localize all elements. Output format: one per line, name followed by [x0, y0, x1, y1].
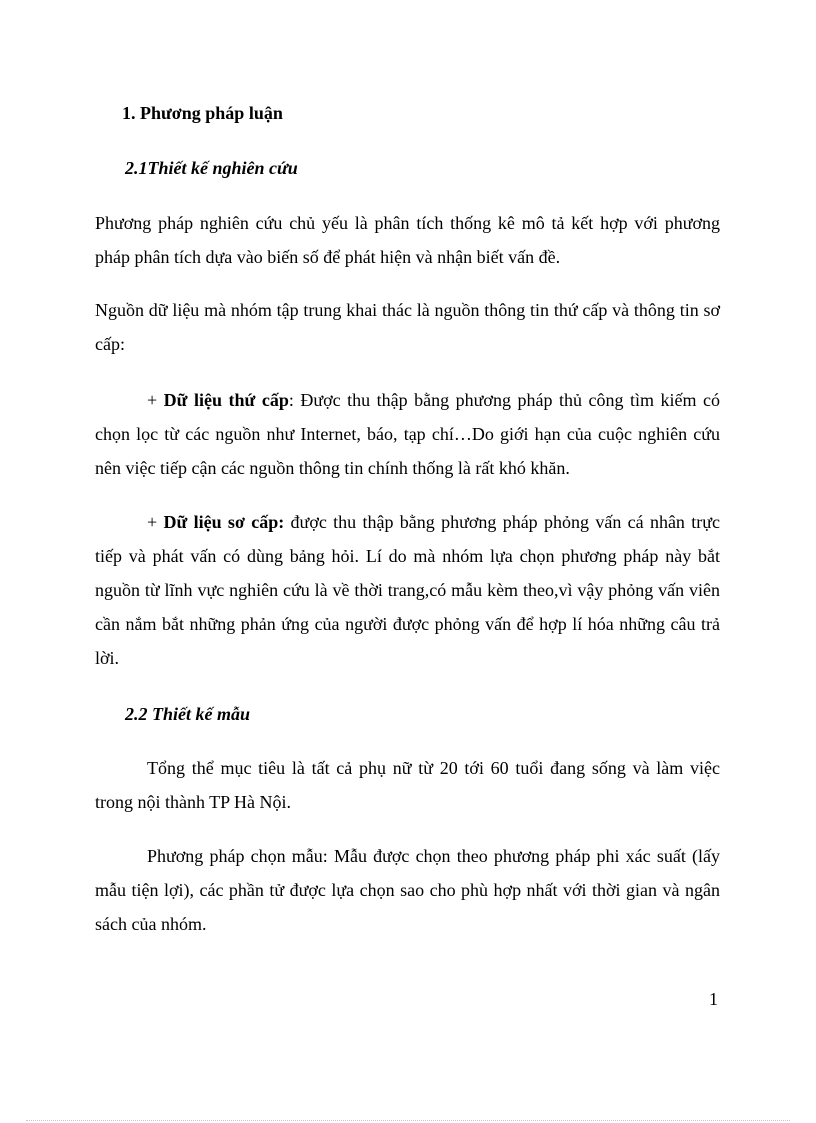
bullet-secondary-data [95, 383, 720, 485]
bullet-prefix: + [147, 390, 164, 410]
section-heading-methodology: 1. Phương pháp luận [122, 103, 283, 123]
paragraph-sampling-method: Phương pháp chọn mẫu: Mẫu được chọn theo phương pháp phi xác suất (lấy mẫu tiện lợi), các phần tử được lựa chọn sao cho phù hợp nhất với thời gian và ngân sách của nhóm. [95, 846, 720, 934]
primary-data-label: Dữ liệu sơ cấp: [163, 512, 285, 532]
paragraph-target-population: Tổng thể mục tiêu là tất cả phụ nữ từ 20 tới 60 tuổi đang sống và làm việc trong nội thành TP Hà Nội. [95, 758, 720, 812]
paragraph-data-sources: Nguồn dữ liệu mà nhóm tập trung khai thác là nguồn thông tin thứ cấp và thông tin sơ cấp: [95, 300, 720, 354]
primary-data-text: được thu thập bằng phương pháp phỏng vấn cá nhân trực tiếp và phát vấn có dùng bảng hỏi. Lí do mà nhóm lựa chọn phương pháp này bắt nguồn từ lĩnh vực nghiên cứu là về thời trang,có mẫu kèm theo,vì vậy phỏng vấn viên cần nắm bắt những phản ứng của người được phỏng vấn để hợp lí hóa những câu trả lời. [95, 512, 720, 668]
paragraph-research-method: Phương pháp nghiên cứu chủ yếu là phân tích thống kê mô tả kết hợp với phương pháp phân tích dựa vào biến số để phát hiện và nhận biết vấn đề. [95, 213, 720, 267]
bullet-prefix: + [147, 512, 164, 532]
page-bottom-border [26, 1120, 790, 1121]
subsection-heading-research-design: 2.1Thiết kế nghiên cứu [125, 158, 298, 178]
secondary-data-text: : Được thu thập bằng phương pháp thủ công tìm kiếm có chọn lọc từ các nguồn như Internet, báo, tạp chí…Do giới hạn của cuộc nghiên cứu nên việc tiếp cận các nguồn thông tin chính thống là rất khó khăn. [95, 390, 721, 478]
secondary-data-label: Dữ liệu thứ cấp [163, 390, 289, 410]
page-number: 1 [709, 989, 718, 1009]
bullet-primary-data [95, 505, 720, 675]
subsection-heading-sample-design: 2.2 Thiết kế mẫu [125, 704, 250, 724]
